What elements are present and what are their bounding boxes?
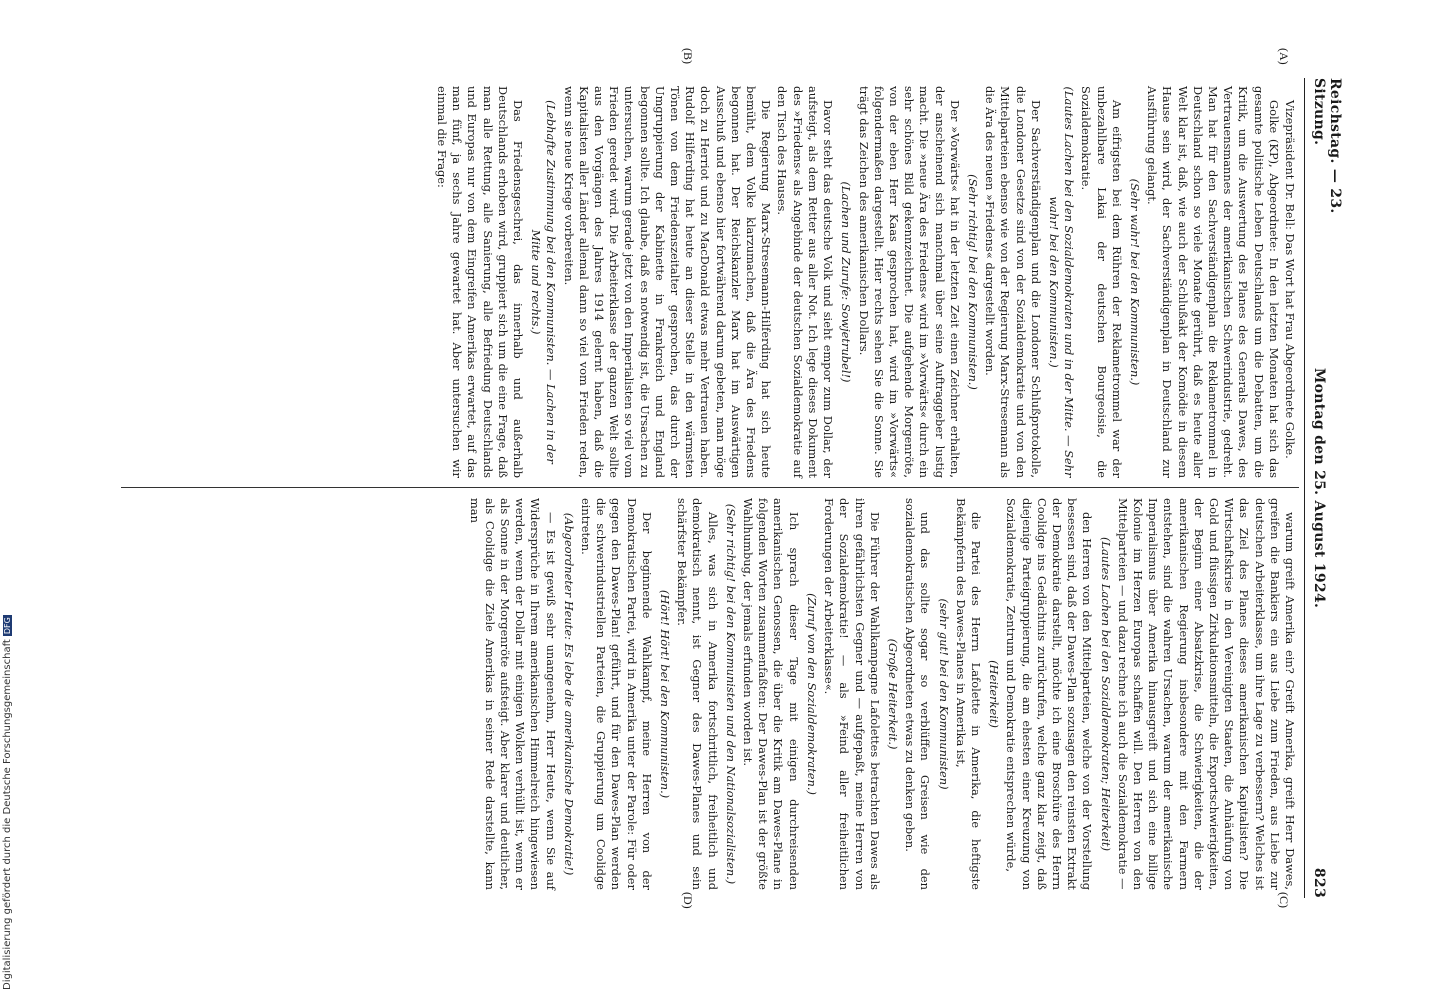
margin-marker-c: (C) bbox=[1277, 892, 1291, 908]
column-divider bbox=[121, 487, 1299, 488]
interjection: (Sehr richtig! bei den Kommunisten.) bbox=[965, 174, 980, 390]
margin-marker-d: (D) bbox=[681, 892, 695, 909]
margin-marker-b: (B) bbox=[681, 48, 695, 64]
left-column bbox=[433, 86, 1297, 478]
credit-text: Digitalisierung gefördert durch die Deutsche Forschungsgemeinschaft bbox=[2, 639, 13, 990]
interjection: (Sehr wahr! bei den Kommunisten.) bbox=[1127, 178, 1142, 386]
page-number: 823 bbox=[1311, 867, 1327, 898]
interjection: (Lautes Lachen bei den Sozialdemokraten und in der Mitte. — Sehr wahr! bei den Kommunisten.) bbox=[1046, 86, 1077, 478]
paragraph: Der beginnende Wahlkampf, meine Herren von der Demokratischen Partei, wird in Amerika unter der Parole: Für oder gegen den Dawes-Plan! geführt, und für den Dawes-Plan werden die schwerindustriellen Parteien, die Gruppierung um Coolidge eintreten. bbox=[579, 498, 654, 890]
interjection: (Lautes Lachen bei den Sozialdemokraten; Heiterkeit) bbox=[1098, 536, 1113, 852]
header-title: Reichstag. — 23. Sitzung. bbox=[1311, 78, 1343, 214]
paragraph: Davor steht das deutsche Volk und sieht empor zum Dollar, der aufsteigt, als dem Retter aus aller Not. Ich lege dieses Dokument des »Friedens« als Angebinde der deutschen Sozialdemokratie auf den Tisch des Hauses. bbox=[775, 86, 836, 478]
paragraph: und das sollte sogar so verblüffen Greisen wie den sozialdemokratischen Abgeordneten etwas zu denken geben. bbox=[903, 498, 933, 890]
page-header bbox=[1311, 78, 1343, 898]
paragraph: Golke (KP), Abgeordnete: In den letzten Monaten hat sich das gesamte politische Leben Deutschlands um die Debatten, um die Kritik, um die Auswertung des Planes des Generals Dawes, des Vertrauensmannes der amerikanischen Schwerindustrie, gedreht. Man hat für den Sachverständigenplan die Reklametrommel in Deutschland schon so viele Monate gerührt, daß es heute aller Welt klar ist, daß, wie auch der Schlußakt der Komödie in diesem Hause sein wird, der Sachverständigenplan in Deutschland zur Ausführung gelangt. bbox=[1145, 86, 1281, 478]
interjection: (Große Heiterkeit.) bbox=[885, 638, 900, 750]
paragraph: Am eifrigsten bei dem Rühren der Reklametrommel war der unbezahlbare Lakai der deutschen Bourgeoisie, die Sozialdemokratie. bbox=[1079, 86, 1124, 478]
interjection: (Zuruf von den Sozialdemokraten.) bbox=[804, 593, 819, 795]
dfg-logo-icon: DFG bbox=[2, 617, 12, 635]
paragraph: den Herren von den Mittelparteien, welche von der Vorstellung besessen sind, daß der Dawes-Plan sozusagen den reinsten Extrakt der Demokratie darstellt, möchte ich eine Broschüre des Herrn Coolidge ins Gedächtnis zurückrufen, welche ganz klar zeigt, daß diejenige Parteigruppierung, die am ehesten einer Kreuzung von Sozialdemokratie, Zentrum und Demokratie entsprechen würde, bbox=[1004, 498, 1095, 890]
paragraph: Das Friedensgeschrei, das innerhalb und außerhalb Deutschlands erhoben wird, gruppiert sich um die eine Frage, daß man alle Rettung, alle Sanierung, alle Befriedung Deutschlands und Europas nur von dem Eingreifen Amerikas erwartet, auf das man fünf, ja sechs Jahre gewartet hat. Aber untersuchen wir einmal die Frage: bbox=[435, 86, 526, 478]
paragraph: Der Sachverständigenplan und die Londoner Schlußprotokolle, die Londoner Gesetze sind von der Sozialdemokratie und von den Mittelparteien ebenso wie von der Regierung Marx-Stresemann als die Ära des neuen »Friedens« dargestellt worden. bbox=[983, 86, 1043, 478]
interjection: (Heiterkeit) bbox=[987, 660, 1002, 728]
interjection: (Abgeordneter Heute: Es lebe die amerikanische Demokratie!) bbox=[561, 512, 576, 876]
interjection: (Sehr richtig! bei den Kommunisten und den Nationalsozialisten.) bbox=[723, 503, 738, 885]
paragraph: Ich sprach dieser Tage mit einigen durchreisenden amerikanischen Genossen, die über die Kritik am Dawes-Plane in folgenden Worten zusammenfaßten: Der Dawes-Plan ist der größte Wahlhumbug, der jemals erfunden worden ist. bbox=[741, 498, 801, 890]
paragraph: Die Führer der Wahlkampagne Lafolettes betrachten Dawes als ihren gefährlichsten Gegner und — aufgepaßt, meine Herren von der Sozialdemokratie! — als »Feind aller freiheitlichen Forderungen der Arbeiterklasse«. bbox=[822, 498, 882, 890]
interjection: (Hört! Hört! bei den Kommunisten.) bbox=[658, 589, 673, 799]
paragraph: Die Regierung Marx-Stresemann-Hilferding hat sich heute bemüht, dem Volke klarzumachen, daß die Ära des Friedens begonnen hat. Der Reichskanzler Marx hat im Auswärtigen Ausschuß und ebenso hier fortwährend darum gebeten, man möge doch zu Herriot und zu MacDonald etwas mehr Vertrauen haben. Rudolf Hilferding hat heute an dieser Stelle in den wärmsten Tönen von dem Friedenszeitalter gesprochen, das durch der Umgruppierung der Kabinette in Frankreich und England begonnen sollte. Ich glaube, daß es notwendig ist, die Ursachen zu untersuchen, warum gerade jetzt von den Imperialisten so viel vom Frieden geredet wird. Die Arbeiterklasse der ganzen Welt sollte aus den Vorgängen des Jahres 1914 gelernt haben, daß die Kapitalisten aller Länder allemal dann so viel vom Frieden reden, wenn sie neue Kriege vorbereiten. bbox=[561, 86, 774, 478]
paragraph: die Partei des Herrn Lafolette in Amerika, die heftigste Bekämpferin des Dawes-Planes in Amerika ist, bbox=[953, 498, 983, 890]
interjection: (sehr gut! bei den Kommunisten) bbox=[936, 598, 951, 790]
digitization-credit bbox=[2, 0, 16, 990]
paragraph: warum greift Amerika ein? Greift Amerika, greift Herr Dawes, greifen die Bankiers ein aus Liebe zum Frieden, aus Liebe zur deutschen Arbeiterklasse, um ihre Lage zu verbessern? Welches ist das Ziel des Planes dieses amerikanischen Kapitalisten? Die Wirtschaftskrise in den Vereinigten Staaten, die Anhäufung von Gold und flüssigen Zirkulationsmitteln, die Exportschwierigkeiten, der Beginn einer Absatzkrise, die Schwierigkeiten, die der amerikanischen Regierung insbesondere mit den Farmern entstehen, sind die wahren Ursachen, warum der amerikanische Imperialismus über Amerika hinausgreift und sich eine billige Kolonie im Herzen Europas schaffen will. Den Herren von den Mittelparteien — und dazu rechne ich auch die Sozialdemokratie — bbox=[1115, 498, 1297, 890]
paragraph: — Es ist gewiß sehr unangenehm, Herr Heute, wenn Sie auf Widersprüche in Ihrem amerikanischen Himmelreich hingewiesen werden, wenn der Dollar mit einigen Wolken verhüllt ist, wenn er als Sonne in der Morgenröte aufsteigt. Aber klarer und deutlicher, als Coolidge die Ziele Amerikas in seiner Rede darstellte, kann man bbox=[467, 498, 558, 890]
rotated-page bbox=[115, 48, 1343, 909]
interjection: (Lachen und Zurufe: Sowjetrubel!) bbox=[839, 181, 854, 383]
margin-marker-a: (A) bbox=[1277, 48, 1291, 65]
header-date: Montag den 25. August 1924. bbox=[1311, 367, 1327, 609]
interjection: (Lebhafte Zustimmung bei den Kommunisten. — Lachen in der Mitte und rechts.) bbox=[529, 100, 559, 464]
paragraph: Der »Vorwärts« hat in der letzten Zeit einen Zeichner erhalten, der anscheinend sich manchmal über seine Auftraggeber lustig macht. Die »neue Ära des Friedens« wird im »Vorwärts« durch ein sehr schönes Bild gekennzeichnet. Die aufgehende Morgenröte, von der eben Herr Kaas gesprochen hat, wird im »Vorwärts« folgendermaßen dargestellt. Hier rechts sehen Sie die Sonne. Sie trägt das Zeichen des amerikanischen Dollars. bbox=[856, 86, 962, 478]
header-rule bbox=[1304, 78, 1305, 898]
right-column bbox=[465, 498, 1297, 890]
paragraph: Alles, was sich in Amerika fortschrittlich, freiheitlich und demokratisch nennt, ist Gegner des Dawes-Planes und sein schärfster Bekämpfer. bbox=[675, 498, 720, 890]
paragraph: Vizepräsident Dr. Bell: Das Wort hat Frau Abgeordnete Golke. bbox=[1283, 100, 1297, 459]
